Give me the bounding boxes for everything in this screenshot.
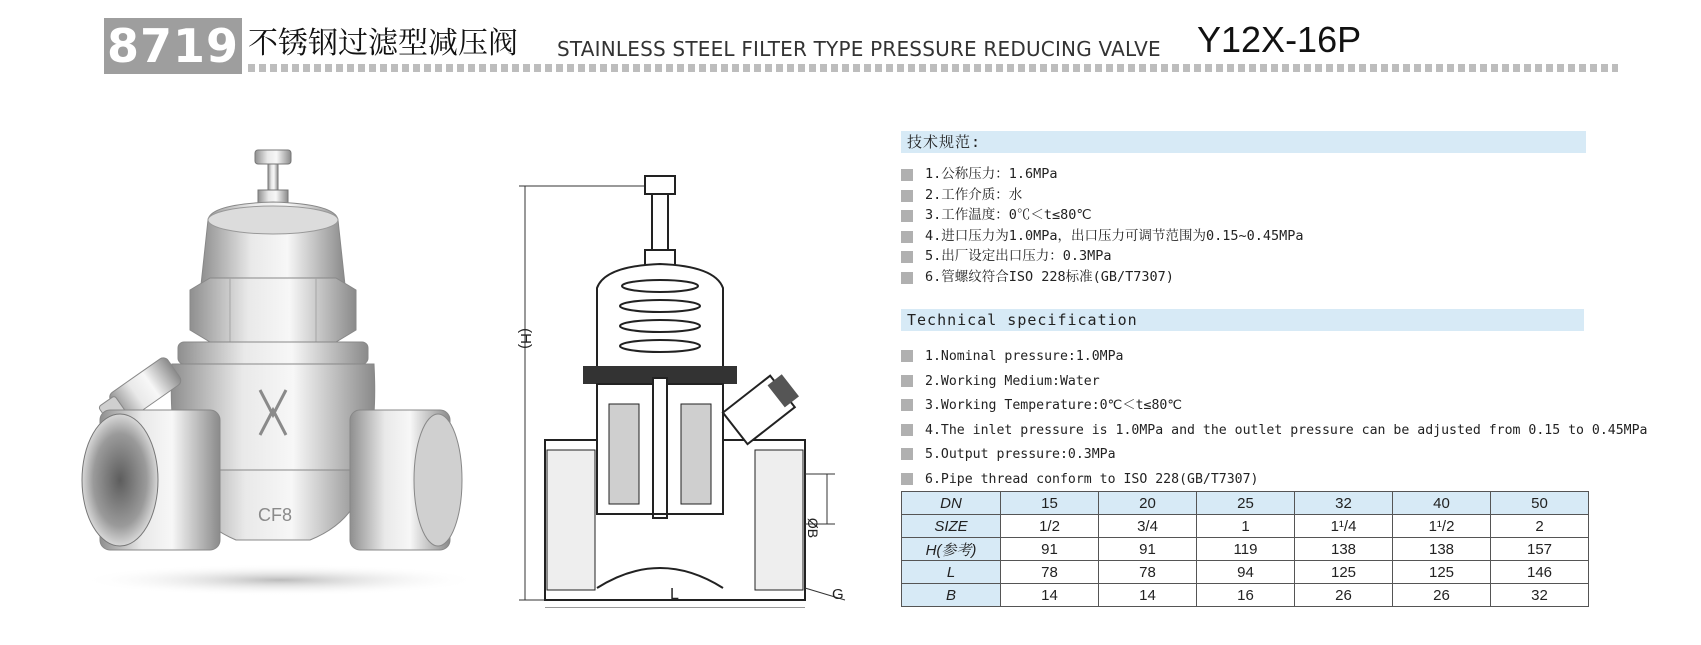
bullet-icon: [901, 375, 913, 387]
title-chinese: 不锈钢过滤型减压阀: [248, 26, 518, 61]
table-cell: 146: [1491, 561, 1589, 584]
table-cell: 78: [1001, 561, 1099, 584]
table-row-label: DN: [902, 492, 1001, 515]
table-cell: 125: [1295, 561, 1393, 584]
bullet-icon: [901, 272, 913, 284]
dimension-table: [901, 491, 1589, 607]
header-dotted-rule: [248, 64, 1618, 72]
table-cell: 138: [1295, 538, 1393, 561]
table-row: [902, 561, 1589, 584]
spec-cn-item: 3.工作温度：0℃＜t≤80℃: [901, 205, 1304, 226]
bullet-icon: [901, 448, 913, 460]
bullet-icon: [901, 169, 913, 181]
model-number: Y12X-16P: [1197, 19, 1362, 60]
bullet-icon: [901, 350, 913, 362]
spec-cn-item: 4.进口压力为1.0MPa，出口压力可调节范围为0.15~0.45MPa: [901, 226, 1304, 247]
spec-cn-item: 5.出厂设定出口压力：0.3MPa: [901, 246, 1304, 267]
table-cell: 1¹/4: [1295, 515, 1393, 538]
table-row: [902, 584, 1589, 607]
table-cell: 32: [1491, 584, 1589, 607]
bullet-icon: [901, 424, 913, 436]
spec-cn-list: [901, 164, 1304, 287]
table-cell: 91: [1001, 538, 1099, 561]
bullet-icon: [901, 210, 913, 222]
table-cell: 16: [1197, 584, 1295, 607]
table-cell: 119: [1197, 538, 1295, 561]
bullet-icon: [901, 473, 913, 485]
spec-en-item: 4.The inlet pressure is 1.0MPa and the outlet pressure can be adjusted from 0.15 to 0.45MPa: [901, 419, 1648, 444]
table-cell: 157: [1491, 538, 1589, 561]
dimension-h-label: (H): [516, 328, 534, 349]
title-english: STAINLESS STEEL FILTER TYPE PRESSURE REDUCING VALVE: [557, 37, 1161, 61]
table-cell: 1¹/2: [1393, 515, 1491, 538]
table-cell: 32: [1295, 492, 1393, 515]
table-cell: 26: [1295, 584, 1393, 607]
bullet-icon: [901, 231, 913, 243]
valve-photo: [60, 140, 500, 600]
table-cell: 125: [1393, 561, 1491, 584]
dimension-l-label: L: [670, 586, 679, 603]
table-cell: 14: [1001, 584, 1099, 607]
spec-en-item: 3.Working Temperature:0℃＜t≤80℃: [901, 394, 1648, 419]
dimension-g-label: G: [832, 586, 844, 603]
table-cell: 14: [1099, 584, 1197, 607]
spec-cn-heading: 技术规范:: [901, 131, 1586, 153]
spec-en-item: 5.Output pressure:0.3MPa: [901, 443, 1648, 468]
bullet-icon: [901, 251, 913, 263]
spec-en-heading: Technical specification: [901, 309, 1584, 331]
table-cell: 40: [1393, 492, 1491, 515]
table-cell: 94: [1197, 561, 1295, 584]
table-cell: 26: [1393, 584, 1491, 607]
cross-section-drawing: [505, 168, 865, 608]
bullet-icon: [901, 399, 913, 411]
body-marking: CF8: [258, 505, 293, 525]
spec-en-item: 2.Working Medium:Water: [901, 370, 1648, 395]
table-row-label: H(参考): [902, 538, 1001, 561]
spec-en-item: 6.Pipe thread conform to ISO 228(GB/T7307): [901, 468, 1648, 493]
spec-cn-item: 1.公称压力：1.6MPa: [901, 164, 1304, 185]
table-row: [902, 538, 1589, 561]
table-row: [902, 515, 1589, 538]
table-cell: 15: [1001, 492, 1099, 515]
spec-en-item: 1.Nominal pressure:1.0MPa: [901, 345, 1648, 370]
table-row-label: SIZE: [902, 515, 1001, 538]
table-cell: 25: [1197, 492, 1295, 515]
table-row-label: L: [902, 561, 1001, 584]
spec-cn-item: 2.工作介质：水: [901, 185, 1304, 206]
bullet-icon: [901, 190, 913, 202]
spec-cn-item: 6.管螺纹符合ISO 228标准(GB/T7307): [901, 267, 1304, 288]
product-code: 8719: [104, 18, 242, 74]
table-cell: 1/2: [1001, 515, 1099, 538]
table-cell: 78: [1099, 561, 1197, 584]
table-row-label: B: [902, 584, 1001, 607]
table-cell: 1: [1197, 515, 1295, 538]
dimension-b-label: ØB: [805, 517, 822, 539]
table-cell: 3/4: [1099, 515, 1197, 538]
table-cell: 138: [1393, 538, 1491, 561]
table-cell: 20: [1099, 492, 1197, 515]
spec-en-list: [901, 345, 1648, 492]
table-cell: 2: [1491, 515, 1589, 538]
table-cell: 50: [1491, 492, 1589, 515]
table-cell: 91: [1099, 538, 1197, 561]
table-row: [902, 492, 1589, 515]
